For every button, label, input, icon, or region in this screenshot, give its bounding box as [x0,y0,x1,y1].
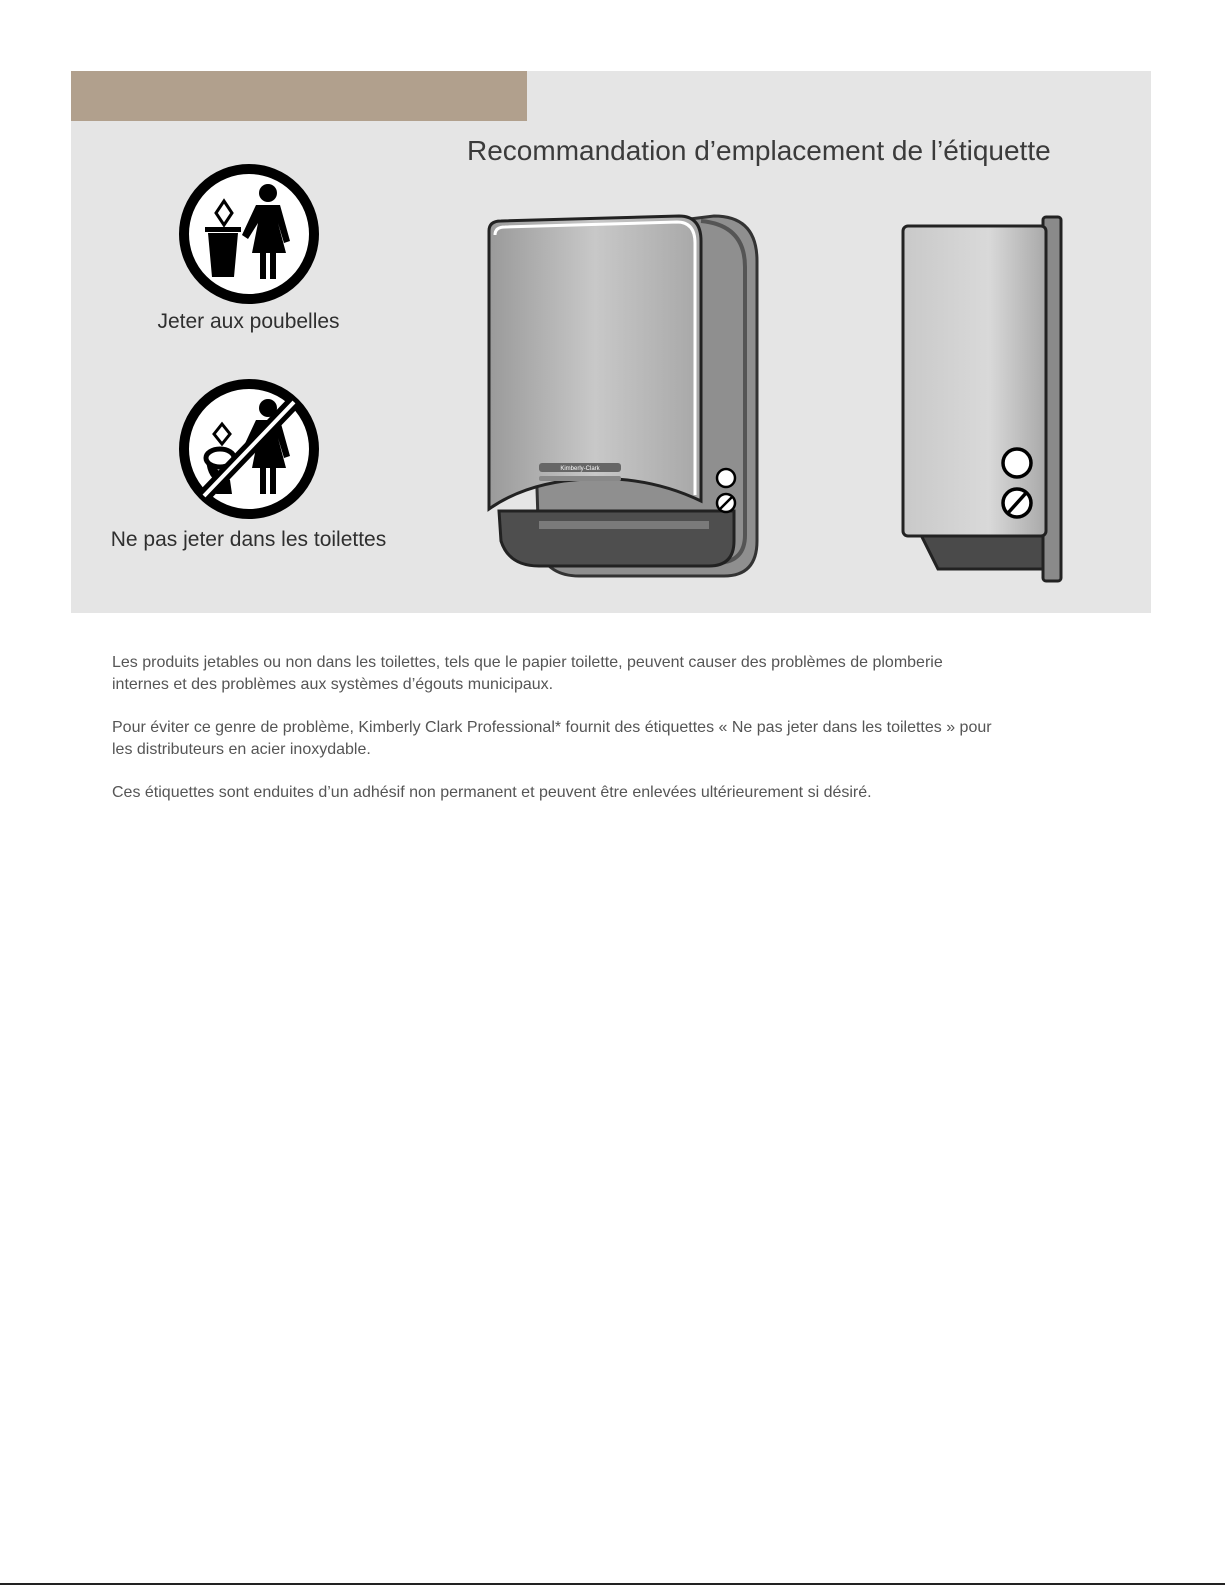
accent-bar [71,71,527,121]
no-toilet-flush-icon [176,376,322,522]
body-text [112,652,992,825]
paragraph-1: Les produits jetables ou non dans les toilettes, tels que le papier toilette, peuvent causer des problèmes de plomberie internes et des problèmes aux systèmes d’égouts municipaux. [112,654,943,693]
trash-bin-person-icon [176,161,322,307]
dispenser-side-view-icon [900,211,1068,583]
dispenser-front-view-icon [469,211,764,583]
panel-heading: Recommandation d’emplacement de l’étiquette [467,135,1051,166]
brand-logo: Kimberly-Clark [560,466,600,472]
no-flush-icon-caption: Ne pas jeter dans les toilettes [110,528,387,551]
trash-icon-caption: Jeter aux poubelles [157,310,340,333]
paragraph-3: Ces étiquettes sont enduites d’un adhésif non permanent et peuvent être enlevées ultérieurement si désiré. [112,784,872,801]
label-placement-panel [71,71,1151,613]
paragraph-2: Pour éviter ce genre de problème, Kimberly Clark Professional* fournit des étiquettes « Ne pas jeter dans les toilettes » pour les distributeurs en acier inoxydable. [112,719,992,758]
